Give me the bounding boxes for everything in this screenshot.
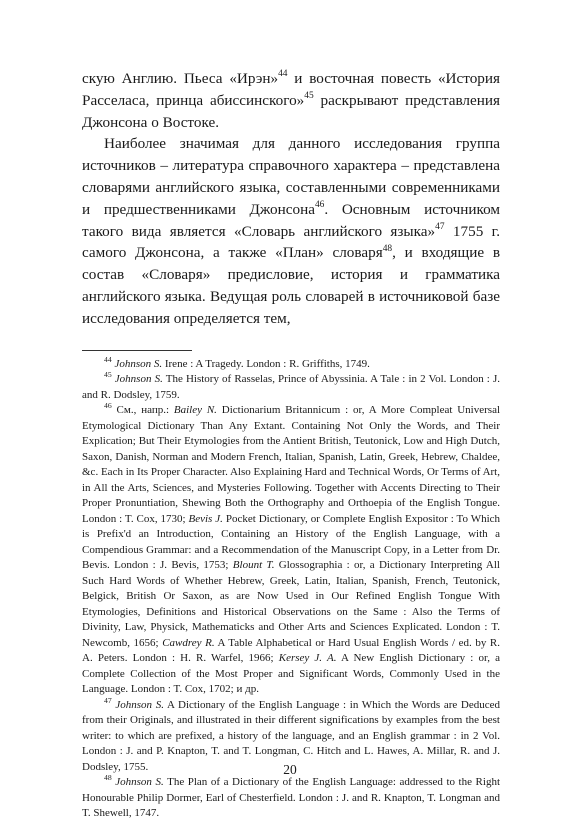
text-segment: Glossographia : or, a Dictionary Interpreting All Such Hard Words of Whether Hebrew, Greek, Latin, Italian, Spanish, French, Teutonick, Belgick, British Or Saxon, as are Now Used in Our Refined English Tongue With Etymologies, Definitions and Historical Observations on the Same : Also the Terms of Divinity, Law, Physick, Mathematicks and Other Arts and Sciences Explicated. London : T. Newcomb, 1656; bbox=[82, 559, 500, 649]
text-segment: 1755 г. самого Джонсона, а также «План» словаря bbox=[82, 222, 500, 262]
footnotes bbox=[82, 354, 501, 822]
text-segment: скую Англию. Пьеса «Ирэн» bbox=[82, 70, 279, 87]
author-name: Cawdrey R. bbox=[162, 636, 215, 649]
footnote-ref: 44 bbox=[104, 354, 112, 364]
author-name: Johnson S. bbox=[115, 776, 164, 789]
text-segment: A New English Dictionary : or, a Complete Collection of the Most Proper and Significant Words, Commonly Used in the Language. London : T. Cox, 1702; и др. bbox=[82, 652, 500, 696]
footnote bbox=[82, 775, 500, 822]
text-segment: A Dictionary of the English Language : in Which the Words are Deduced from their Originals, and illustrated in their different significations by examples from the best writer: to which are prefixed, a history of the language, and an English grammar : in 2 Vol. London : J. and P. Knapton, T. and T. Longman, C. Hitch and L. Hawes, A. Millar, R. and J. Dodsley, 1755. bbox=[82, 698, 501, 773]
text-segment: Pocket Dictionary, or Complete English Expositor : To Which is Prefix'd an Introduction, Containing an History of the English Language, with a Compendious Grammar: and a Recommendation of the Manuscript Copy, in a Letter from Dr. Bevis. London : J. Bevis, 1753; bbox=[82, 512, 501, 572]
text-segment: раскрывают представления Джонсона о Востоке. bbox=[82, 91, 500, 131]
author-name: Johnson S. bbox=[115, 698, 164, 711]
text-segment: Irene : A Tragedy. London : R. Griffiths, 1749. bbox=[162, 357, 370, 370]
author-name: Bailey N. bbox=[173, 404, 217, 417]
page-number: 20 bbox=[283, 762, 297, 777]
text-segment: . Основным источником такого вида является «Словарь английского языка» bbox=[82, 200, 500, 240]
body-paragraph bbox=[82, 68, 500, 133]
body-paragraph bbox=[82, 133, 500, 329]
footnote bbox=[82, 372, 500, 403]
text-segment: Dictionarium Britannicum : or, A More Compleat Universal Etymological Dictionary Than Any Extant. Containing Not Only the Words, and Their Explication; But Their Etymologies from the Antient British, Teutonick, Low and High Dutch, Saxon, Danish, Norman and Modern French, Italian, Spanish, Latin, Greek, Hebrew, Chaldee, &c. Each in Its Proper Character. Also Explaining Hard and Technical Words, Or Terms of Art, in All the Arts, Sciences, and Mysteries Following. Together with Accents Directing to Their Proper Pronuntiation, Shewing Both the Orthography and Orthoepia of the English Tongue. London : T. Cox, 1730; bbox=[82, 404, 501, 525]
author-name: Bevis J. bbox=[188, 512, 223, 525]
text-segment: The Plan of a Dictionary of the English Language: addressed to the Right Honourable Philip Dormer, Earl of Chesterfield. London : J. and R. Knapton, T. Longman and T. Shewell, 1747. bbox=[82, 776, 501, 820]
footnote-ref: 48 bbox=[382, 243, 393, 254]
footnote-separator bbox=[82, 350, 192, 351]
author-name: Johnson S. bbox=[114, 373, 163, 386]
author-name: Kersey J. A. bbox=[278, 652, 337, 665]
text-segment: См., напр.: bbox=[111, 404, 174, 417]
text-segment: и восточная повесть «История Расселаса, принца абиссинского» bbox=[82, 70, 500, 109]
footnote-ref: 45 bbox=[104, 370, 112, 380]
footnote-ref: 46 bbox=[314, 200, 325, 211]
page bbox=[82, 68, 500, 822]
footnote-ref: 44 bbox=[278, 69, 288, 80]
author-name: Johnson S. bbox=[114, 357, 163, 370]
footnote bbox=[82, 403, 500, 698]
main-text bbox=[82, 68, 500, 330]
text-segment: A Table Alphabetical or Hard Usual English Words / ed. by R. A. Peters. London : H. R. Warfel, 1966; bbox=[82, 636, 501, 665]
footnote-ref: 46 bbox=[104, 401, 112, 411]
footnote-ref: 47 bbox=[104, 695, 112, 705]
footnote bbox=[82, 354, 500, 373]
text-segment: , и входящие в состав «Словаря» предисловие, история и грамматика английского языка. Ведущая роль словарей в источниковой базе исследования определяется тем, bbox=[82, 244, 500, 327]
text-segment: The History of Rasselas, Prince of Abyssinia. A Tale : in 2 Vol. London : J. and R. Dodsley, 1759. bbox=[82, 373, 500, 401]
author-name: Blount T. bbox=[232, 559, 275, 572]
text-segment: Наиболее значимая для данного исследования группа источников – литература справочного характера – представлена словарями английского языка, составленными современниками и предшественниками Джонсона bbox=[82, 135, 500, 218]
footnote-ref: 48 bbox=[104, 773, 112, 783]
footnote-ref: 47 bbox=[435, 222, 445, 233]
footnote-ref: 45 bbox=[304, 91, 314, 102]
